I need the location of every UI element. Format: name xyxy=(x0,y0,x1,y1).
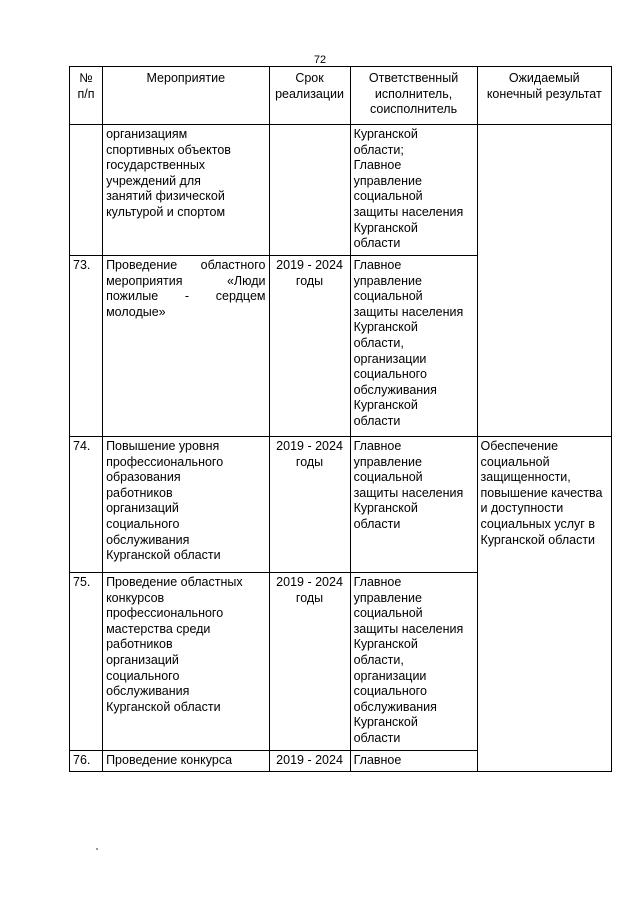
header-result: Ожидаемый конечный результат xyxy=(477,67,611,125)
row-event: Проведение областного мероприятия «Люди пожилые - сердцем молодые» xyxy=(103,256,269,437)
row-responsible: Главное управление социальной защиты населения Курганской области xyxy=(350,437,477,573)
header-responsible: Ответственный исполнитель, соисполнитель xyxy=(350,67,477,125)
row-responsible: Главное xyxy=(350,751,477,772)
row-num xyxy=(70,125,103,256)
row-num: 76. xyxy=(70,751,103,772)
row-num: 73. xyxy=(70,256,103,437)
row-event: Проведение областных конкурсов профессионального мастерства среди работников организаций социального обслуживания Курганской области xyxy=(103,573,269,751)
row-responsible: Главное управление социальной защиты населения Курганской области, организации социального обслуживания Курганской области xyxy=(350,573,477,751)
row-responsible: Главное управление социальной защиты населения Курганской области, организации социального обслуживания Курганской области xyxy=(350,256,477,437)
row-term: 2019 - 2024 годы xyxy=(269,437,350,573)
scan-speck xyxy=(96,848,98,850)
header-event: Мероприятие xyxy=(103,67,269,125)
header-num: № п/п xyxy=(70,67,103,125)
row-result: Обеспечение социальной защищенности, повышение качества и доступности социальных услуг в Курганской области xyxy=(477,437,611,772)
row-term xyxy=(269,125,350,256)
row-num: 75. xyxy=(70,573,103,751)
measures-table xyxy=(69,66,612,772)
row-num: 74. xyxy=(70,437,103,573)
row-result-empty xyxy=(477,125,611,437)
row-term: 2019 - 2024 годы xyxy=(269,573,350,751)
row-term: 2019 - 2024 xyxy=(269,751,350,772)
row-responsible: Курганской области; Главное управление социальной защиты населения Курганской области xyxy=(350,125,477,256)
row-event: Проведение конкурса xyxy=(103,751,269,772)
row-term: 2019 - 2024 годы xyxy=(269,256,350,437)
table-row xyxy=(70,437,612,573)
table-row xyxy=(70,125,612,256)
row-event: организациям спортивных объектов государственных учреждений для занятий физической культурой и спортом xyxy=(103,125,269,256)
row-event: Повышение уровня профессионального образования работников организаций социального обслуживания Курганской области xyxy=(103,437,269,573)
header-term: Срок реализации xyxy=(269,67,350,125)
table-header-row xyxy=(70,67,612,125)
page-number: 72 xyxy=(313,54,327,66)
